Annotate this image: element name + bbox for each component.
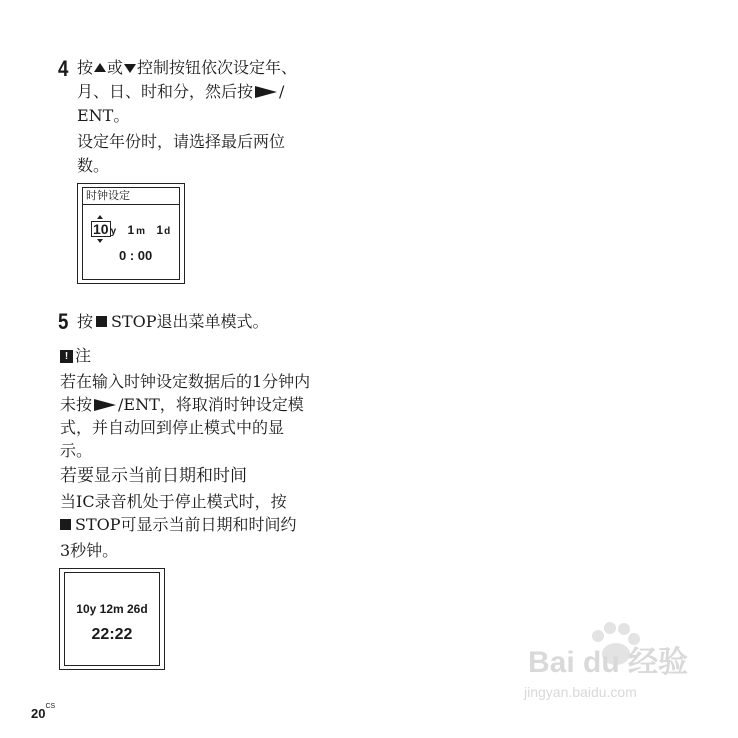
note-text: 未按 [60,395,93,414]
step-number-4: 4 [58,56,69,81]
section-text: STOP可显示当前日期和时间约 [75,515,297,534]
month-value: 1 [127,223,135,237]
time-value: 0 : 00 [119,248,153,263]
page-number-suffix: CS [45,703,56,710]
display-title: 时钟设定 [86,190,130,202]
note-line1: 若在输入时钟设定数据后的1分钟内 [60,372,311,391]
date-time-display [59,568,165,670]
step5-text: 按 [77,312,94,331]
step4-line4: 设定年份时，请选择最后两位 [77,132,286,151]
step4-text: 或 [107,58,124,77]
adjust-up-icon [97,215,103,219]
title-divider [83,204,179,205]
step-number-5: 5 [58,309,69,334]
date-setting-row [91,221,170,240]
current-time: 22:22 [91,626,133,643]
step5-line [77,310,269,333]
step4-line2 [77,80,284,103]
year-unit: y [110,226,117,237]
note-line4: 示。 [60,441,93,460]
note-label: 注 [75,346,92,365]
watermark-logo-text: Bai du 经验 [528,646,689,679]
section-line1: 当IC录音机处于停止模式时，按 [60,492,287,511]
clock-setting-display [77,183,185,284]
note-line2 [60,393,304,416]
step4-line1 [77,56,297,79]
note-line3: 式，并自动回到停止模式中的显 [60,418,285,437]
adjust-down-icon [97,239,103,243]
day-value: 1 [156,223,164,237]
step4-line3: ENT。 [77,106,130,125]
section-line3: 3秒钟。 [60,541,119,560]
watermark-url: jingyan.baidu.com [524,684,637,700]
year-selected-field [91,221,111,237]
stop-square-icon [60,519,71,530]
step4-text: / [279,82,285,101]
note-heading [60,346,91,366]
step5-text: STOP退出菜单模式。 [111,312,269,331]
baidu-watermark [520,620,720,720]
triangle-up-icon [94,63,106,72]
note-text: /ENT，将取消时钟设定模 [118,395,304,414]
year-value: 10 [93,221,109,237]
section-heading: 若要显示当前日期和时间 [60,466,247,486]
display-inner-frame [64,572,160,666]
page-number [31,703,55,722]
section-line2 [60,513,297,536]
step4-line5: 数。 [77,156,110,175]
step4-text: 按 [77,58,94,77]
month-unit: m [136,226,146,237]
step4-text: 控制按钮依次设定年、 [137,58,298,77]
step4-text: 月、日、时和分，然后按 [77,82,254,101]
triangle-down-icon [124,64,136,73]
display-inner-frame [82,187,180,280]
current-date: 10y 12m 26d [76,602,148,616]
day-unit: d [164,226,171,237]
play-icon [94,399,116,411]
page-number-value: 20 [31,706,46,721]
stop-square-icon [96,316,107,327]
play-icon [255,86,277,98]
note-icon: ! [60,350,73,363]
